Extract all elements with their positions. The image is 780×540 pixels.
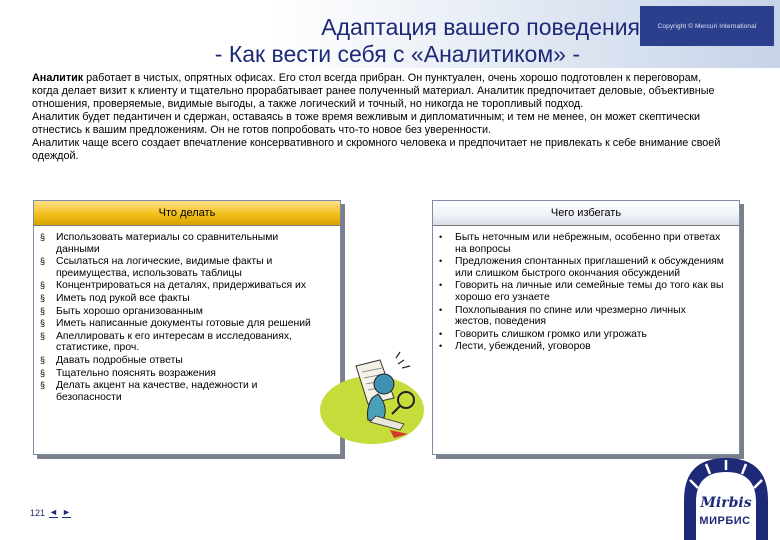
bullet-icon: § xyxy=(40,318,46,329)
prev-page-arrow-icon[interactable]: ◄ xyxy=(49,507,58,517)
do-panel-title: Что делать xyxy=(34,201,340,226)
bullet-icon: • xyxy=(439,232,443,242)
list-item: § Быть хорошо организованным xyxy=(40,305,203,317)
analyst-clipart-icon xyxy=(310,338,443,450)
list-item: § Концентрироваться на деталях, придерживаться их xyxy=(40,280,307,292)
list-item: § Ссылаться на логические, видимые факты и преимущества, использовать таблицы xyxy=(40,256,273,279)
do-list xyxy=(34,226,340,403)
list-item: § Иметь под рукой все факты xyxy=(40,292,190,304)
list-item: § Давать подробные ответы xyxy=(40,354,183,366)
bullet-icon: • xyxy=(439,341,443,352)
list-item: • Предложения спонтанных приглашений к обсуждениям или слишком быстрого окончания обсуждений xyxy=(439,256,724,279)
list-item: • Говорить на личные или семейные темы до того как вы хорошо его узнаете xyxy=(439,280,724,303)
bullet-icon: § xyxy=(40,354,46,365)
intro-text xyxy=(32,72,722,163)
bullet-icon: § xyxy=(40,280,46,291)
list-item: • Похлопывания по спине или чрезмерно личных жестов, поведения xyxy=(439,304,686,328)
list-item: § Делать акцент на качестве, надежности и безопасности xyxy=(40,380,258,403)
list-item: • Быть неточным или небрежным, особенно при ответах на вопросы xyxy=(439,232,721,255)
bullet-icon: • xyxy=(439,280,443,291)
intro-paragraph-1: работает в чистых, опрятных офисах. Его стол всегда прибран. Он пунктуален, очень хорошо подготовлен к переговорам, когда делает визит к клиенту и тщательно прорабатывает ранее полученный материал. Аналитик предпочитает деловые, объективные отношения, проверяемые, видимые выгоды, а также логический и точный, но никогда не торопливый подход. xyxy=(32,72,715,110)
bullet-icon: § xyxy=(40,232,46,242)
page-title-line1: Адаптация вашего поведения xyxy=(321,14,640,40)
logo-script: Mirbis xyxy=(700,495,752,511)
list-item: § Тщательно пояснять возражения xyxy=(40,367,216,379)
list-item: § Апеллировать к его интересам в исследованиях, статистике, проч. xyxy=(40,330,292,354)
page-title-line2: - Как вести себя с «Аналитиком» - xyxy=(214,41,580,67)
list-item: • Лести, убеждений, уговоров xyxy=(439,341,591,353)
page-navigation xyxy=(30,508,71,518)
page-number: 121 xyxy=(30,508,46,518)
list-item: § Иметь написанные документы готовые для решений xyxy=(40,318,311,330)
intro-paragraph-3: Аналитик чаще всего создает впечатление консервативного и скромного человека и предпочитает не привлекать к себе внимание своей одеждой. xyxy=(32,137,721,162)
intro-lead: Аналитик xyxy=(32,72,84,84)
intro-paragraph-2: Аналитик будет педантичен и сдержан, оставаясь в тоже время вежливым и дипломатичным; и тем не менее, он может скептически отнестись к вашим предложениям. Он не готов попробовать что-то новое без уверенности. xyxy=(32,111,700,136)
bullet-icon: • xyxy=(439,304,443,315)
bullet-icon: § xyxy=(40,380,46,391)
avoid-panel xyxy=(432,200,740,455)
avoid-panel-title: Чего избегать xyxy=(433,201,739,226)
avoid-list xyxy=(433,226,739,353)
logo-name: МИРБИС xyxy=(699,515,751,527)
do-panel xyxy=(33,200,341,455)
bullet-icon: § xyxy=(40,367,46,378)
bullet-icon: § xyxy=(40,292,46,303)
list-item: • Говорить слишком громко или угрожать xyxy=(439,328,647,340)
list-item: § Использовать материалы со сравнительными данными xyxy=(40,232,279,255)
next-page-arrow-icon[interactable]: ► xyxy=(61,507,71,517)
copyright-label: Copyright © Mercuri International xyxy=(640,6,774,46)
bullet-icon: § xyxy=(40,305,46,316)
bullet-icon: • xyxy=(439,328,443,339)
bullet-icon: • xyxy=(439,256,443,267)
bullet-icon: § xyxy=(40,330,46,341)
bullet-icon: § xyxy=(40,256,46,267)
